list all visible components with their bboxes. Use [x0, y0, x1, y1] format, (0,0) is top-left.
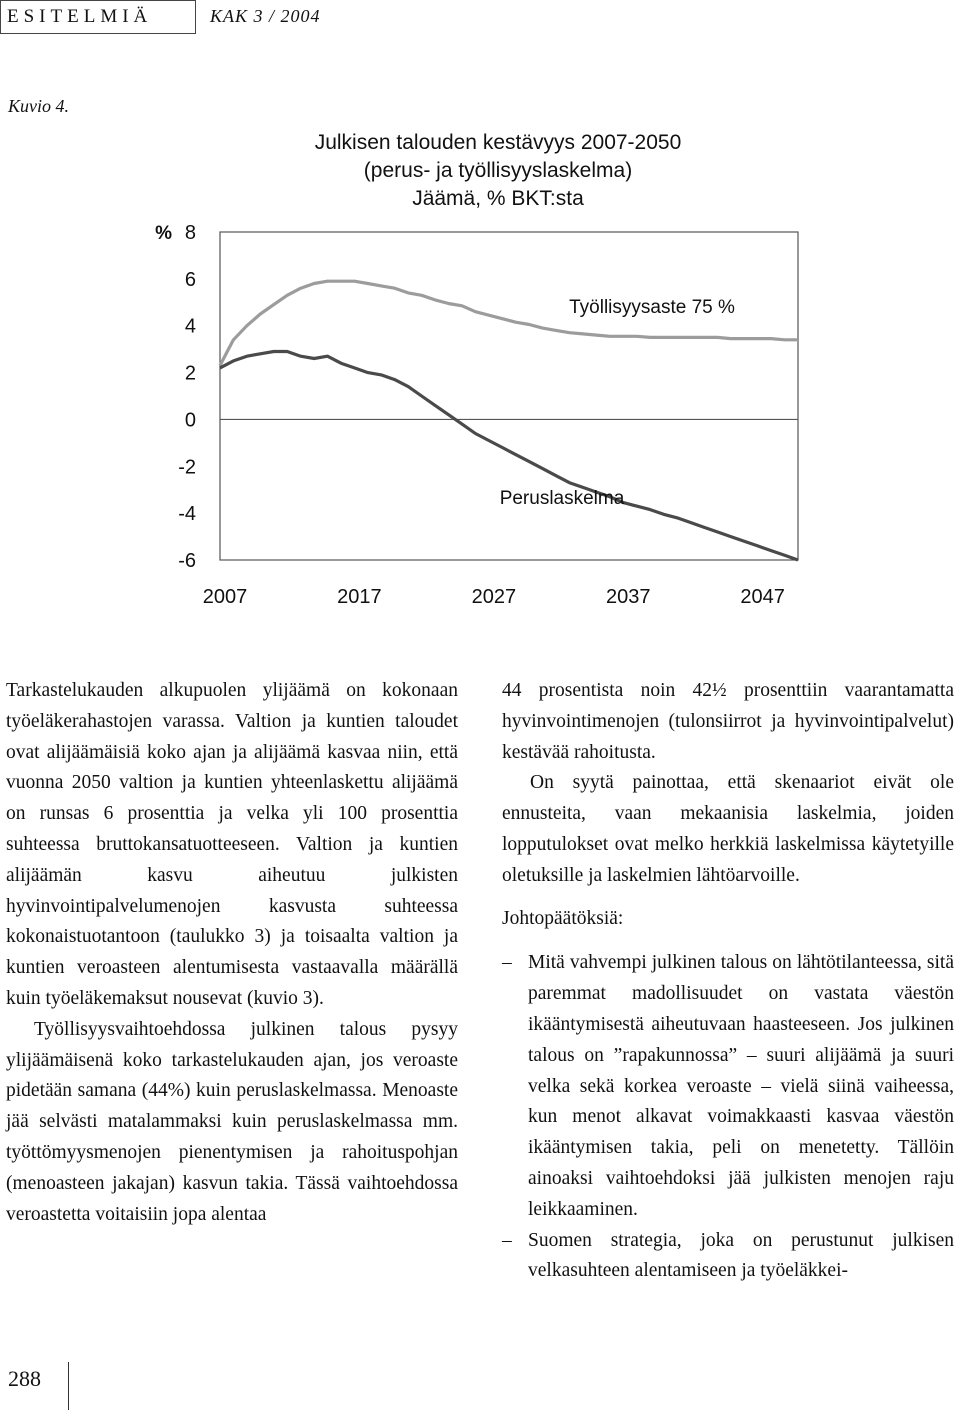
y-tick-label: -4	[178, 503, 196, 526]
paragraph: Työllisyysvaihtoehdossa julkinen talous pysyy ylijäämäisenä koko tarkastelukauden ajan, jos veroaste pidetään samana (44%) kuin peruslaskelmassa. Menoaste jää selvästi matalammaksi kuin peruslaskelmassa mm. työttömyysmenojen pienentymisen ja rahoituspohjan (menoasteen jakajan) kasvun takia. Tässä vaihtoehdossa veroastetta voitaisiin jopa alentaa	[6, 1018, 458, 1225]
figure-label: Kuvio 4.	[8, 96, 69, 116]
y-tick-label: 2	[184, 362, 196, 385]
left-column	[6, 676, 458, 1230]
y-axis-unit: %	[155, 223, 172, 244]
chart-title-line: (perus- ja työllisyyslaskelma)	[363, 159, 633, 182]
y-tick-label: -2	[178, 456, 196, 479]
chart	[0, 110, 960, 620]
conclusion-text: Mitä vahvempi julkinen talous on lähtötilanteessa, sitä paremmat madollisuudet on vastata väestön ikääntymisestä aiheutuvaan haasteeseen. Jos julkinen talous on ”rapakunnossa” – suuri alijäämä ja suuri velka sekä korkea veroaste – vielä siinä vaiheessa, kun menot alkavat voimakkaasti kasvaa väestön ikääntymisen takia, peli on menetetty. Tällöin ainoaksi vaihtoehdoksi jää julkisten menojen raju leikkaaminen.	[528, 952, 954, 1220]
y-tick-label: 0	[184, 409, 196, 432]
footer-rule	[68, 1362, 69, 1410]
x-tick-label: 2027	[471, 586, 517, 608]
chart-title-line: Julkisen talouden kestävyys 2007-2050	[314, 131, 682, 154]
x-tick-label: 2037	[606, 586, 651, 608]
dash-bullet: –	[502, 952, 512, 974]
x-tick-label: 2007	[202, 586, 248, 608]
series-annotation: Peruslaskelma	[499, 488, 625, 509]
conclusion-text: Suomen strategia, joka on perustunut julkisen velkasuhteen alentamiseen ja työeläkkei-	[528, 1229, 954, 1282]
series-line	[220, 281, 798, 365]
y-tick-label: 4	[184, 315, 196, 338]
series-line	[220, 352, 798, 561]
issue-label: KAK 3 / 2004	[210, 6, 321, 26]
y-tick-label: 6	[184, 268, 196, 291]
dash-bullet: –	[502, 1229, 512, 1251]
section-label: ESITELMIÄ	[0, 0, 196, 34]
conclusion-item	[502, 948, 954, 1225]
right-column	[502, 676, 954, 1287]
plot-frame	[220, 232, 798, 560]
page-number: 288	[8, 1366, 41, 1391]
paragraph: On syytä painottaa, että skenaariot eivät ole ennusteita, vaan mekaanisia laskelmia, joiden lopputulokset ovat melko herkkiä laskelmissa käytetyille oletuksille ja laskelmien lähtöarvoille.	[502, 772, 954, 886]
conclusion-item	[502, 1226, 954, 1288]
y-tick-label: -6	[178, 550, 196, 572]
x-tick-label: 2047	[740, 586, 785, 608]
x-tick-label: 2017	[337, 586, 382, 608]
paragraph: 44 prosentista noin 42½ prosenttiin vaarantamatta hyvinvointimenojen (tulonsiirrot ja hyvinvointipalvelut) kestävää rahoitusta.	[502, 680, 954, 763]
y-tick-label: 8	[184, 222, 196, 244]
conclusions-heading: Johtopäätöksiä:	[502, 907, 624, 929]
paragraph: Tarkastelukauden alkupuolen ylijäämä on kokonaan työeläkerahastojen varassa. Valtion ja kuntien taloudet ovat alijäämäisiä koko ajan ja alijäämä kasvaa niin, että vuonna 2050 valtion ja kuntien yhteenlaskettu alijäämä on runsas 6 prosenttia ja velka yli 100 prosenttia suhteessa bruttokansatuotteeseen. Valtion ja kuntien alijäämän kasvu aiheutuu julkisten hyvinvointipalvelumenojen kasvusta suhteessa kokonaistuotantoon (taulukko 3) ja toisaalta valtion ja kuntien veroasteen alentumisesta vastaavalla määrällä kuin työeläkemaksut nousevat (kuvio 3).	[6, 680, 458, 1009]
chart-title-line: Jäämä, % BKT:sta	[412, 187, 584, 210]
series-annotation: Työllisyysaste 75 %	[569, 297, 735, 318]
